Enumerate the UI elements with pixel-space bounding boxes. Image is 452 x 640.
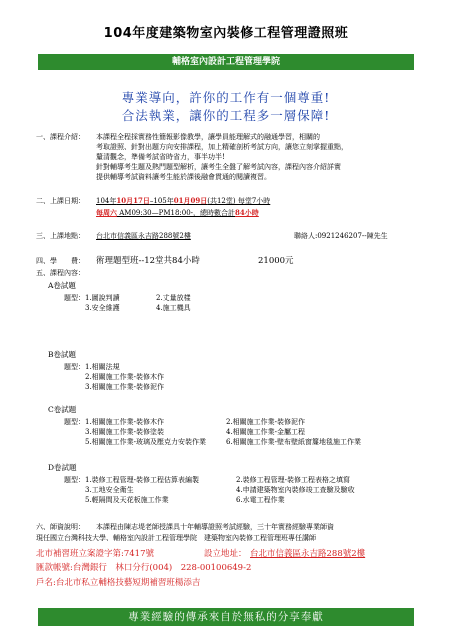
list-item: 2.裝修工程管理-裝修工程表格之填寫: [236, 476, 351, 484]
address-value: 台北市信義區永吉路288號2樓: [250, 549, 366, 559]
bank-account: 匯款帳號:台灣銀行 林口分行(004) 228-00100649-2: [36, 563, 252, 573]
list-item: 6.相關施工作業-壁布壁紙窗簾地毯施工作業: [226, 438, 362, 446]
footer-banner: 專業經驗的傳承來自於無私的分享奉獻: [38, 608, 414, 626]
slogan-1: 專業導向，許你的工作有一個尊重!: [121, 90, 331, 105]
list-item: 題型：1.相關法規: [64, 363, 120, 371]
page-title: 104年度建築物室內裝修工程管理證照班: [103, 26, 349, 41]
period-label: 二、上課日期：: [36, 197, 85, 205]
intro-line: 針對輔導考生題及熱門題型解析，讓考生全盤了解考試內容，課程內容介紹詳實: [96, 163, 341, 171]
list-item: 3.安全維護: [64, 304, 120, 312]
list-item: 6.水電工程作業: [236, 496, 285, 504]
intro-label: 一、課程介紹：: [36, 133, 85, 141]
list-item: 3.工地安全衛生: [64, 486, 134, 494]
location-contact: 聯絡人:0921246207--陳先生: [294, 232, 388, 240]
list-item: 題型：1.圖說判讀: [64, 294, 120, 302]
location-address: 台北市信義區永吉路288號2樓: [96, 232, 191, 240]
account-name: 戶名:台北市私立輔格技藝短期補習班楊添吉: [36, 578, 201, 588]
teacher-line: 本課程由陳志堤老師授課具十年輔導證照考試經驗，三十年實務經驗專業師資: [96, 523, 334, 531]
registration-number: 北市補習班立案證字第:7417號: [36, 549, 154, 559]
list-item: 題型：1.裝修工程管理-裝修工程估算表編製: [64, 476, 200, 484]
intro-line: 考取證照、針對出題方向安排課程，加上精確剖析考試方向，讓您立刻掌握重點，: [96, 143, 348, 151]
period-dates: 104年10月17日–105年01月09日(共12堂) 每堂7小時: [96, 196, 271, 205]
fee-amount: 21000元: [258, 256, 294, 266]
list-item: 2.丈量放樣: [156, 294, 191, 302]
list-item: 4.申請建築物室內裝修竣工查驗及驗收: [236, 486, 355, 494]
list-item: 2.相關施工作業-裝修木作: [64, 373, 165, 381]
list-item: 題型：1.相關施工作業-裝修木作: [64, 418, 165, 426]
list-item: 3.相關施工作業-裝修塗裝: [64, 428, 165, 436]
slogan-2: 合法執業，讓你的工程多一層保障!: [121, 108, 331, 123]
list-item: 2.相關施工作業-裝修泥作: [226, 418, 306, 426]
list-item: 4.相關施工作業-金屬工程: [226, 428, 306, 436]
address-label: 設立地址：: [204, 549, 247, 559]
teacher-line: 現任國立台灣科技大學、輔格室內設計工程管理學院 建築物室內裝修工程管理班專任講師: [36, 534, 316, 542]
fee-course: 術理題型班--12堂共84小時: [96, 256, 200, 266]
list-item: 4.施工機具: [156, 304, 191, 312]
content-label: 五、課程內容：: [36, 269, 85, 277]
intro-line: 釐清觀念，準備考試省時省力，事半功半!: [96, 153, 225, 161]
list-item: 5.輕隔間及天花板施工作業: [64, 496, 169, 504]
teacher-label: 六、師資說明：: [36, 523, 85, 531]
section-title-d: D卷試題: [48, 463, 77, 472]
school-banner: 輔格室內設計工程管理學院: [38, 54, 414, 70]
period-hours: 每周六 AM09:30—PM18:00-，總時數合計84小時: [96, 208, 259, 217]
section-title-b: B卷試題: [48, 350, 77, 359]
list-item: 3.相關施工作業-裝修泥作: [64, 383, 165, 391]
location-label: 三、上課地點：: [36, 232, 85, 240]
section-title-c: C卷試題: [48, 405, 77, 414]
section-title-a: A卷試題: [48, 281, 76, 290]
intro-line: 本課程全程採實務性簡報影像教學，讓學員能理解式的融通學習，相關的: [96, 133, 320, 141]
list-item: 5.相關施工作業-玻璃及壓克力安裝作業: [64, 438, 207, 446]
intro-line: 提供輔導考試資料讓考生能於課後融會貫通的閱讀複習。: [96, 173, 271, 181]
fee-label: 四、學 費：: [36, 257, 85, 265]
